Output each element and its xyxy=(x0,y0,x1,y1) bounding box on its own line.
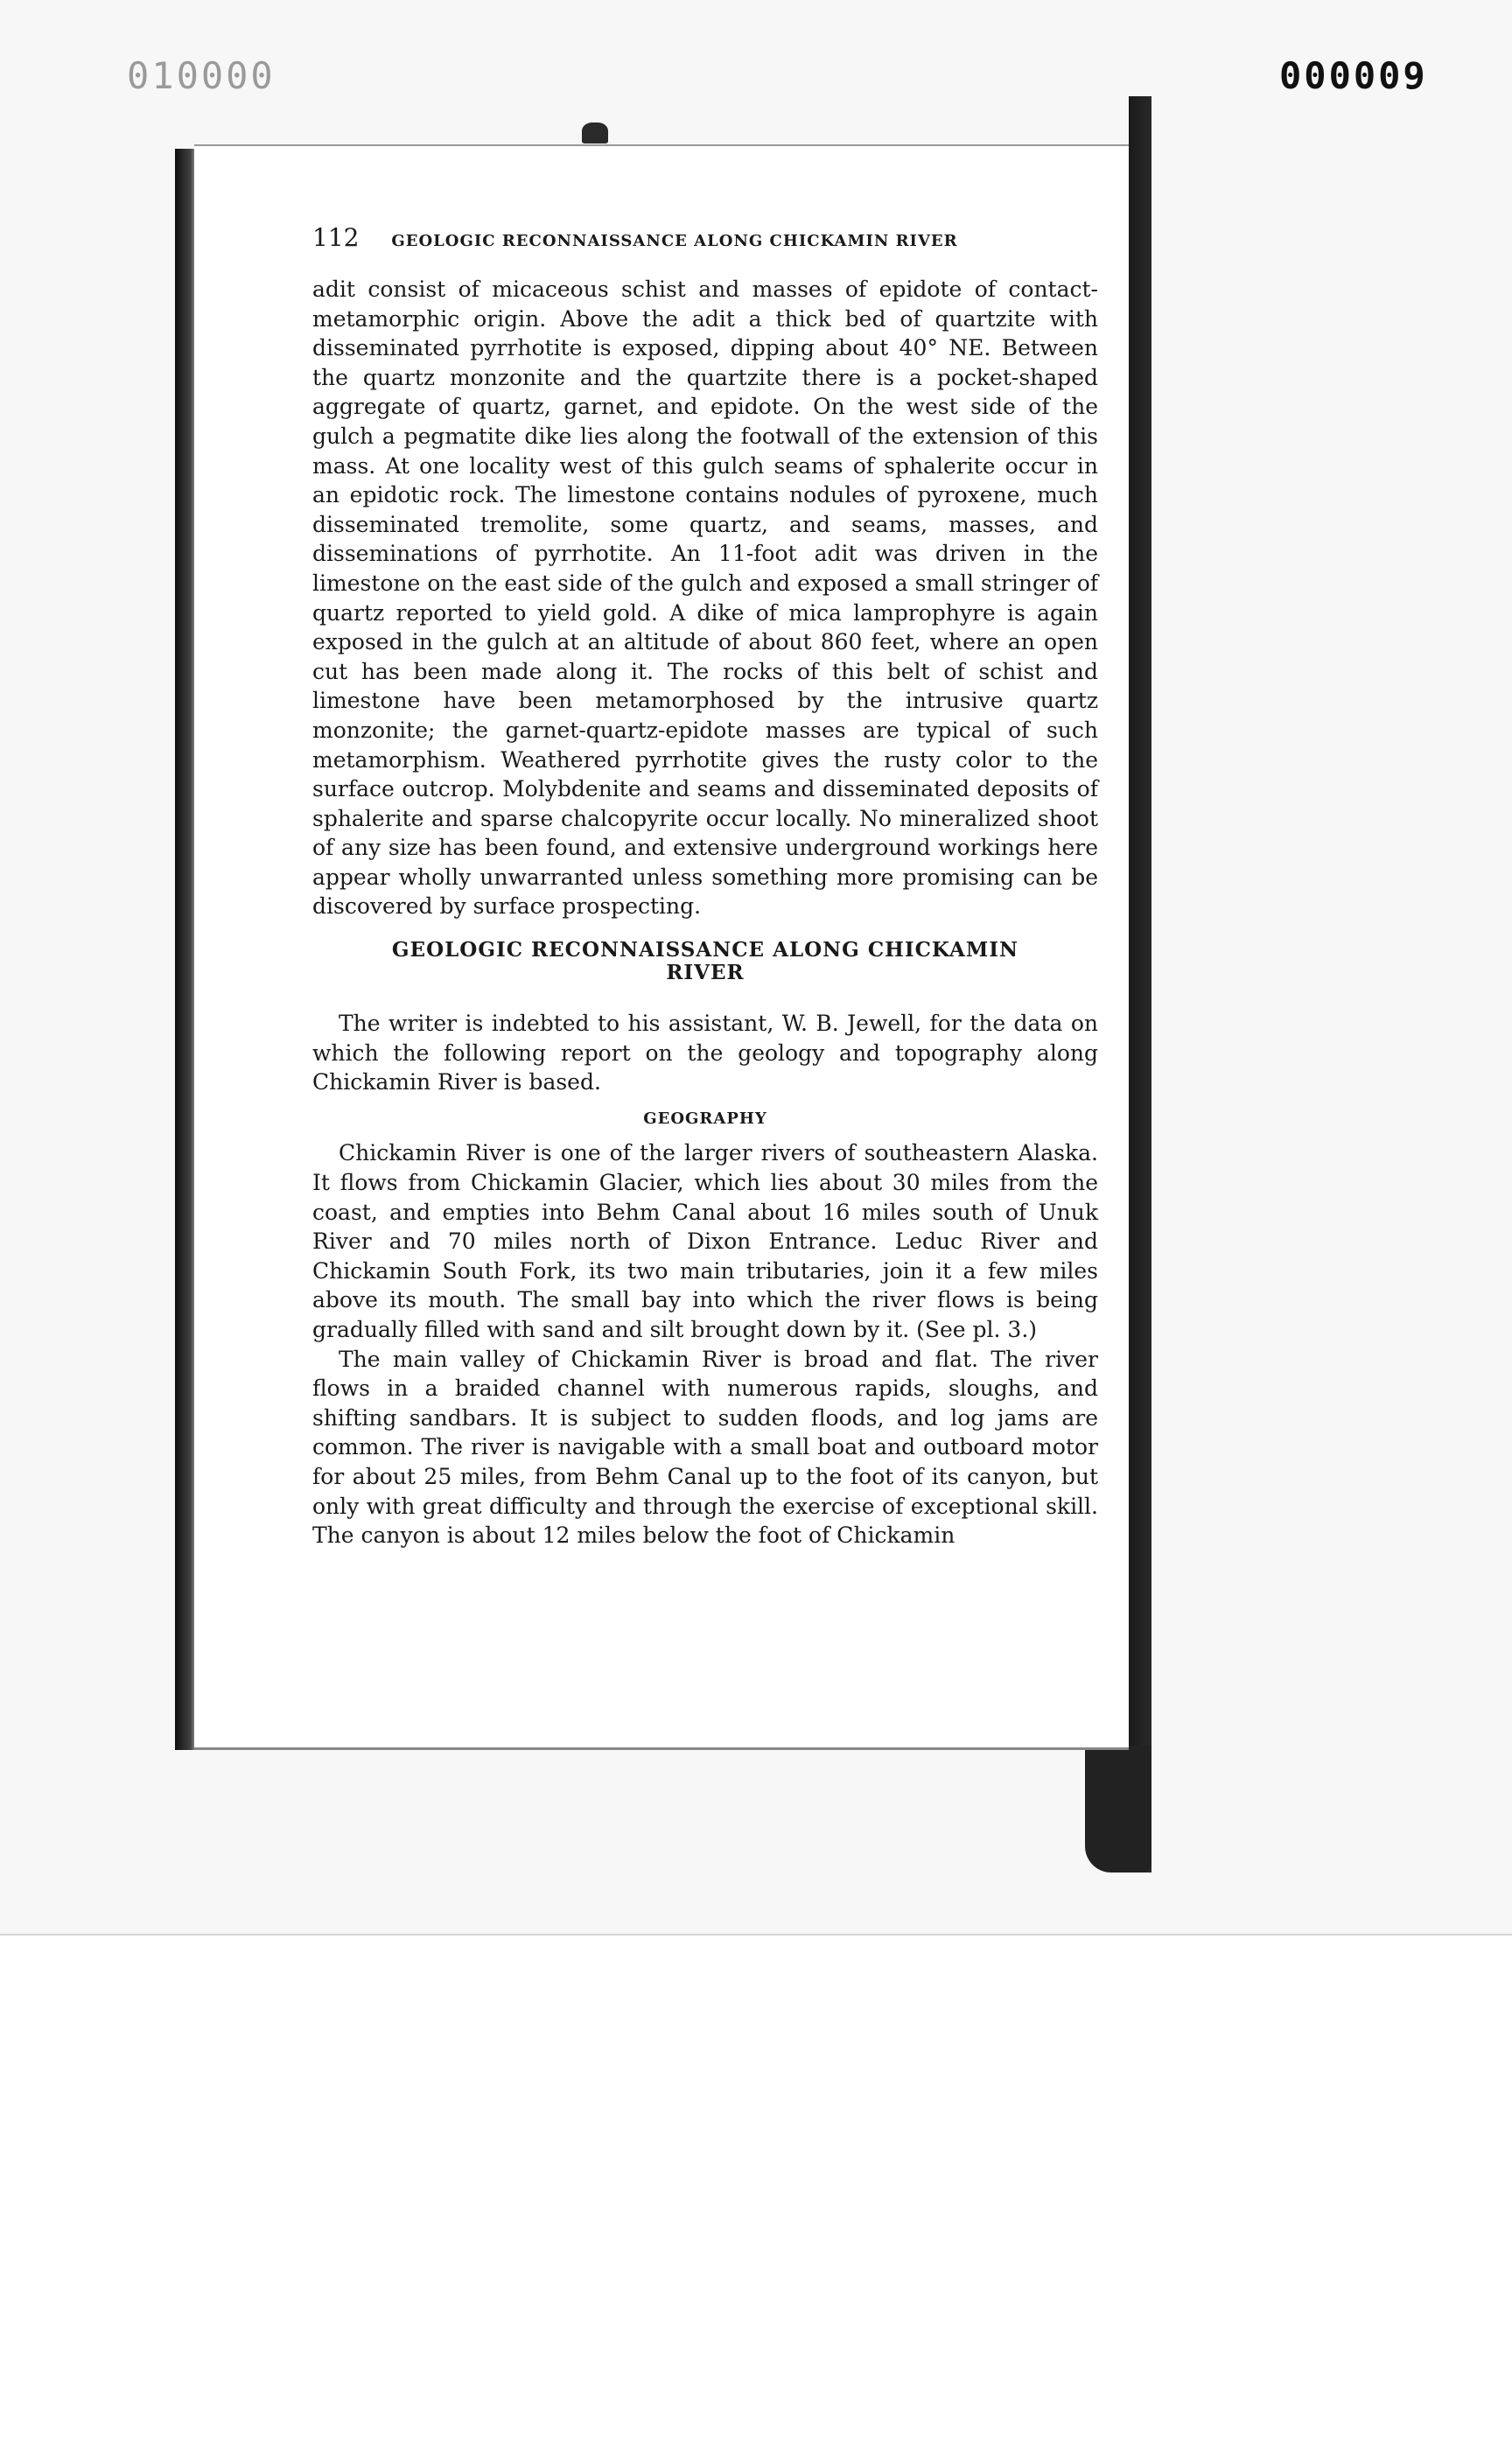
page-stamp-right: 000009 xyxy=(1279,54,1428,97)
paragraph-acknowledgment: The writer is indebted to his assistant, W. B. Jewell, for the data on which the following report on the geology and topography along Chickamin River is based. xyxy=(312,1011,1098,1096)
geography-heading: GEOGRAPHY xyxy=(643,1109,767,1128)
paragraph-geography-1: Chickamin River is one of the larger rivers of southeastern Alaska. It flows from Chickamin Glacier, which lies about 30 miles from the coast, and empties into Behm Canal about 16 miles south of Unuk River and 70 miles north of Dixon Entrance. Leduc River and Chickamin South Fork, its two main tributaries, join it a few miles above its mouth. The small bay into which the river flows is being gradually filled with sand and silt brought down by it. (See pl. 3.) xyxy=(312,1140,1098,1342)
section-heading-line1: GEOLOGIC RECONNAISSANCE ALONG CHICKAMIN xyxy=(391,938,1019,962)
page-stamp-left: 010000 xyxy=(127,54,276,97)
running-title: GEOLOGIC RECONNAISSANCE ALONG CHICKAMIN RIVER xyxy=(391,232,958,250)
page-edge-shadow-right xyxy=(1129,96,1152,1872)
scan-artifact-mark xyxy=(582,122,608,144)
paragraph-geography-2: The main valley of Chickamin River is broad and flat. The river flows in a braided channel with numerous rapids, sloughs, and shifting sandbars. It is subject to sudden floods, and log jams are common. The river is navigable with a small boat and outboard motor for about 25 miles, from Behm Canal up to the foot of its canyon, but only with great difficulty and through the exercise of exceptional skill. The canyon is about 12 miles below the foot of Chickamin xyxy=(312,1346,1098,1549)
section-heading xyxy=(312,939,1098,984)
page-edge-shadow-bottom xyxy=(1085,1746,1152,1872)
page-number: 112 xyxy=(312,223,360,252)
running-header xyxy=(312,223,958,252)
book-page xyxy=(194,144,1129,1750)
paragraph-continued: adit consist of micaceous schist and masses of epidote of contact-metamorphic origin. Above the adit a thick bed of quartzite with disseminated pyrrhotite is exposed, dipping about 40° NE. Between the quartz monzonite and the quartzite there is a pocket-shaped aggregate of quartz, garnet, and epidote. On the west side of the gulch a pegmatite dike lies along the footwall of the extension of this mass. At one locality west of this gulch seams of sphalerite occur in an epidotic rock. The limestone contains nodules of pyroxene, much disseminated tremolite, some quartz, and seams, masses, and disseminations of pyrrhotite. An 11-foot adit was driven in the limestone on the east side of the gulch and exposed a small stringer of quartz reported to yield gold. A dike of mica lamprophyre is again exposed in the gulch at an altitude of about 860 feet, where an open cut has been made along it. The rocks of this belt of schist and limestone have been metamorphosed by the intrusive quartz monzonite; the garnet-quartz-epidote masses are typical of such metamorphism. Weathered pyrrhotite gives the rusty color to the surface outcrop. Molybdenite and seams and disseminated deposits of sphalerite and sparse chalcopyrite occur locally. No mineralized shoot of any size has been found, and extensive underground workings here appear wholly unwarranted unless something more promising can be discovered by surface prospecting. xyxy=(312,276,1098,920)
section-heading-line2: RIVER xyxy=(666,961,745,985)
page-body xyxy=(312,275,1098,1550)
